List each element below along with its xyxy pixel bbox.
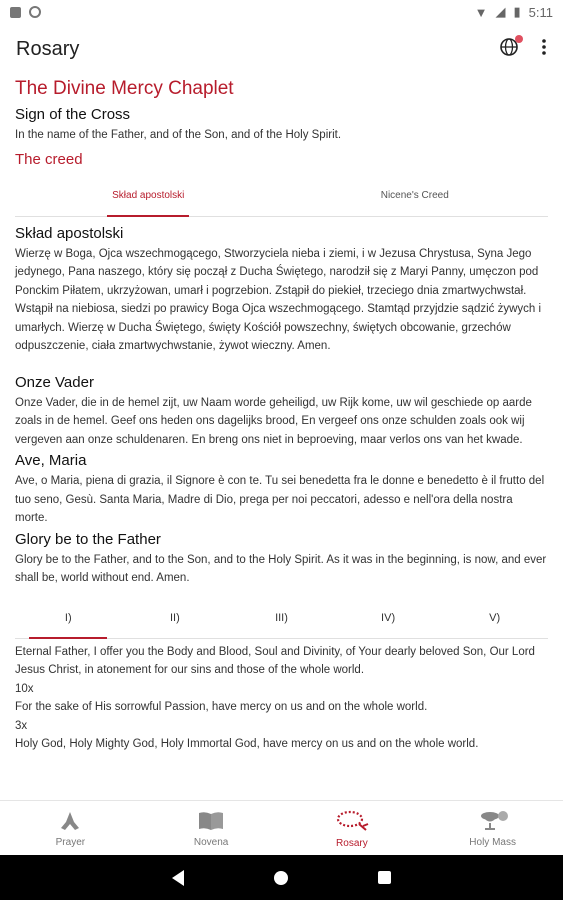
bottom-navigation xyxy=(0,800,563,856)
status-bar xyxy=(0,0,563,24)
sync-icon xyxy=(29,6,41,18)
status-icons-right xyxy=(475,4,553,20)
creed-text: Wierzę w Boga, Ojca wszechmogącego, Stworzyciela nieba i ziemi, i w Jezusa Chrystusa, Syna Jego jedynego, Pana naszego, który się począł z Ducha Świętego, narodził się z Maryi Panny, umęczon pod Ponckim Piłatem, ukrzyżowan, umarł i pogrzebion. Zstąpił do piekieł, trzeciego dnia zmartwychwstał. Wstąpił na niebiosa, siedzi po prawicy Boga Ojca wszechmogącego. Stamtąd przyjdzie sądzić żywych i umarłych. Wierzę w Ducha Świętego, święty Kościół powszechny, świętych obcowanie, grzechów odpuszczenie, ciała zmartwychwstanie, żywot wieczny. Amen. xyxy=(15,247,542,352)
prayer-section xyxy=(15,374,548,450)
creed-section xyxy=(15,225,548,356)
globe-icon[interactable] xyxy=(499,37,519,62)
system-navigation-bar xyxy=(0,855,563,900)
creed-tabs xyxy=(15,176,548,217)
decade-line-3: Holy God, Holy Mighty God, Holy Immortal God, have mercy on us and on the whole world. xyxy=(15,738,479,750)
tab-mystery-2[interactable]: II) xyxy=(170,611,180,624)
tab-mystery-1[interactable]: I) xyxy=(15,598,122,638)
chalice-icon xyxy=(476,810,510,835)
tab-mystery-5[interactable]: V) xyxy=(489,611,501,624)
status-time: 5:11 xyxy=(528,4,553,20)
praying-hands-icon xyxy=(55,810,85,835)
nav-holy-mass[interactable] xyxy=(422,801,563,856)
prayer-title: Ave, Maria xyxy=(15,452,87,469)
nav-label: Holy Mass xyxy=(469,836,516,848)
page-title: The Divine Mercy Chaplet xyxy=(15,78,234,99)
nav-novena[interactable] xyxy=(141,801,282,856)
decade-section xyxy=(15,643,548,754)
nav-label: Novena xyxy=(193,836,229,848)
decade-line-1: Eternal Father, I offer you the Body and Blood, Soul and Divinity, of Your dearly beloved Son, Our Lord Jesus Christ, in atonement for our sins and those of the whole world. xyxy=(15,645,535,676)
prayer-text: Onze Vader, die in de hemel zijt, uw Naam worde geheiligd, uw Rijk kome, uw wil geschiede op aarde zoals in de hemel. Geef ons heden ons dagelijks brood, En vergeef ons onze schulden zoals ook wij vergeven aan onze schuldenaren. En breng ons niet in beproeving, maar verlos ons van het kwade. xyxy=(15,396,532,446)
prayer-section xyxy=(15,531,548,588)
content-scroll[interactable] xyxy=(0,74,563,797)
rosary-icon xyxy=(334,809,370,836)
signal-icon: ◢ xyxy=(495,4,506,19)
decade-line-2: For the sake of His sorrowful Passion, have mercy on us and on the whole world. xyxy=(15,701,428,713)
prayer-title: Onze Vader xyxy=(15,373,94,391)
more-vert-icon[interactable] xyxy=(541,38,547,61)
prayer-text: Glory be to the Father, and to the Son, and to the Holy Spirit. As it was in the beginning, is now, and ever shall be, world without end. Amen. xyxy=(15,553,547,584)
tab-mystery-3[interactable]: III) xyxy=(275,611,288,624)
sim-icon xyxy=(10,7,21,18)
decade-count-1: 10x xyxy=(15,682,34,695)
nav-prayer[interactable] xyxy=(0,801,141,856)
app-bar xyxy=(0,24,563,74)
book-icon xyxy=(196,810,226,835)
tab-nicene-creed[interactable]: Nicene's Creed xyxy=(380,190,449,201)
tab-apostles-creed[interactable]: Skład apostolski xyxy=(15,176,282,216)
sign-of-cross-text: In the name of the Father, and of the Son, and of the Holy Spirit. xyxy=(15,129,342,141)
tab-mystery-4[interactable]: IV) xyxy=(381,611,396,624)
back-icon[interactable] xyxy=(172,870,184,886)
battery-icon: ▮ xyxy=(513,4,521,19)
recents-icon[interactable] xyxy=(378,871,391,884)
nav-label: Prayer xyxy=(55,836,86,848)
status-icons-left xyxy=(10,6,41,18)
creed-title: The creed xyxy=(15,150,83,168)
prayer-text: Ave, o Maria, piena di grazia, il Signore è con te. Tu sei benedetta fra le donne e benedetto è il frutto del tuo seno, Gesù. Santa Maria, Madre di Dio, prega per noi peccatori, adesso e nell'ora della nostra morte. xyxy=(15,475,545,524)
wifi-icon: ▼ xyxy=(474,4,488,20)
mystery-tabs xyxy=(15,598,548,639)
decade-count-2: 3x xyxy=(15,719,28,732)
nav-label: Rosary xyxy=(336,837,368,849)
home-icon[interactable] xyxy=(274,871,288,885)
sign-of-cross-title: Sign of the Cross xyxy=(15,106,131,123)
app-title: Rosary xyxy=(16,37,80,60)
nav-rosary[interactable] xyxy=(282,801,423,856)
creed-section-title: Skład apostolski xyxy=(15,224,124,242)
prayer-section xyxy=(15,452,548,528)
prayer-title: Glory be to the Father xyxy=(15,530,161,548)
